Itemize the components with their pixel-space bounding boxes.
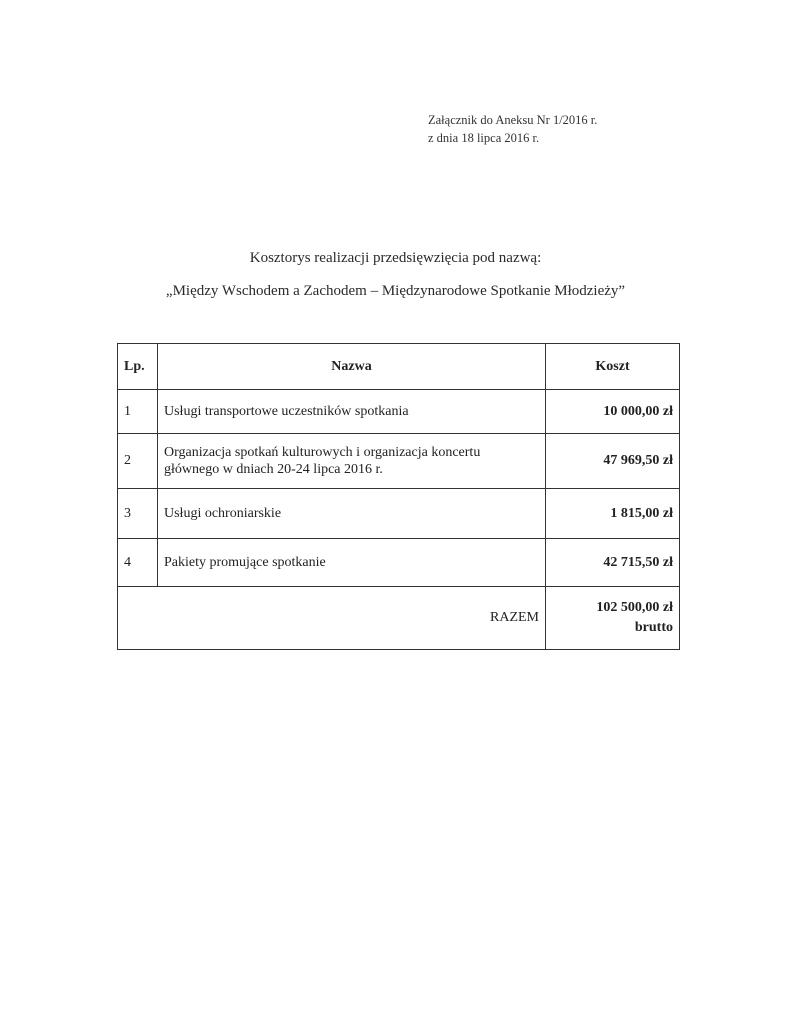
row-cost: 47 969,50 zł bbox=[546, 434, 680, 489]
row-name: Usługi ochroniarskie bbox=[158, 489, 546, 539]
row-name: Organizacja spotkań kulturowych i organizacja koncertu głównego w dniach 20-24 lipca 2016 r. bbox=[158, 434, 546, 489]
table-row bbox=[118, 390, 680, 434]
annex-reference bbox=[428, 111, 597, 147]
row-lp: 2 bbox=[118, 434, 158, 489]
row-cost: 10 000,00 zł bbox=[546, 390, 680, 434]
header-lp: Lp. bbox=[118, 344, 158, 390]
table-row bbox=[118, 434, 680, 489]
total-row bbox=[118, 587, 680, 650]
total-cost bbox=[546, 587, 680, 650]
total-suffix: brutto bbox=[634, 620, 673, 635]
row-lp: 1 bbox=[118, 390, 158, 434]
header-name: Nazwa bbox=[158, 344, 546, 390]
row-lp: 4 bbox=[118, 539, 158, 587]
annex-line-2: z dnia 18 lipca 2016 r. bbox=[428, 131, 540, 145]
table-row bbox=[118, 489, 680, 539]
row-lp: 3 bbox=[118, 489, 158, 539]
row-cost: 42 715,50 zł bbox=[546, 539, 680, 587]
table-header-row bbox=[118, 344, 680, 390]
row-cost: 1 815,00 zł bbox=[546, 489, 680, 539]
annex-line-1: Załącznik do Aneksu Nr 1/2016 r. bbox=[428, 113, 598, 127]
header-cost: Koszt bbox=[546, 344, 680, 390]
total-label: RAZEM bbox=[118, 587, 546, 650]
document-title: Kosztorys realizacji przedsięwzięcia pod nazwą: bbox=[249, 250, 542, 266]
project-name: „Między Wschodem a Zachodem – Międzynarodowe Spotkanie Młodzieży” bbox=[165, 283, 626, 299]
row-name: Usługi transportowe uczestników spotkania bbox=[158, 390, 546, 434]
total-value: 102 500,00 zł bbox=[596, 600, 673, 615]
table-row bbox=[118, 539, 680, 587]
row-name: Pakiety promujące spotkanie bbox=[158, 539, 546, 587]
cost-table bbox=[117, 343, 680, 650]
